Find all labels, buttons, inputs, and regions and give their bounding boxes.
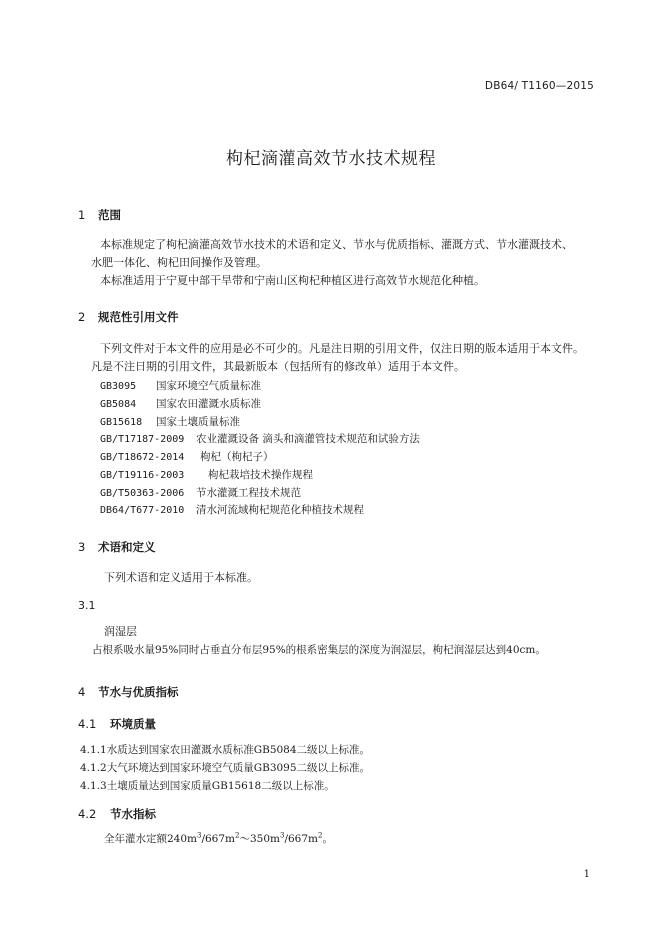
document-title: 枸杞滴灌高效节水技术规程 [226,149,436,169]
quota-text: 。 [322,833,333,845]
reference-item [100,431,420,446]
subsection-title: 节水指标 [110,807,156,821]
quota-sup: 3 [197,831,202,840]
term-definition: 占根系吸水量95%同时占垂直分布层95%的根系密集层的深度为润湿层，枸杞润湿层达到40cm。 [92,644,546,656]
reference-item [100,378,261,393]
section-number: 3 [78,540,86,554]
references-intro-line1: 下列文件对于本文件的应用是必不可少的。凡是注日期的引用文件，仅注日期的版本适用于本文件。 [100,342,584,355]
section-title: 范围 [98,208,121,222]
reference-item [100,485,301,500]
references-intro-line2: 凡是不注日期的引用文件，其最新版本（包括所有的修改单）适用于本文件。 [91,360,465,373]
reference-title: 枸杞栽培技术操作规程 [208,469,313,481]
reference-item [100,396,261,411]
reference-code: GB/T17187-2009 [100,434,185,445]
quota-text: 全年灌水定额240m [104,833,197,845]
scope-para-2: 本标准适用于宁夏中部干旱带和宁南山区枸杞种植区进行高效节水规范化种植。 [100,274,485,287]
section-number: 1 [78,208,86,222]
subsection-number: 4.2 [78,807,97,821]
reference-item [100,467,313,482]
reference-title: 农业灌溉设备 滴头和滴灌管技术规范和试验方法 [196,433,420,445]
subsection-title: 环境质量 [110,717,156,731]
reference-code: GB/T19116-2003 [100,470,185,481]
reference-title: 国家农田灌溉水质标准 [156,398,261,410]
reference-item [100,502,364,517]
page-number: 1 [583,869,590,880]
section-number: 2 [78,310,86,324]
reference-title: 国家土壤质量标准 [156,416,240,428]
irrigation-quota [104,830,333,848]
reference-title: 国家环境空气质量标准 [156,380,261,392]
quota-sup: 2 [318,831,323,840]
section-title: 节水与优质指标 [98,685,179,699]
quota-text: /667m [284,833,318,845]
reference-title: 清水河流域枸杞规范化种植技术规程 [196,504,364,516]
section-title: 规范性引用文件 [98,310,179,324]
section-4-heading [78,684,179,700]
reference-code: GB/T18672-2014 [100,452,185,463]
quota-text: /667m [201,833,236,845]
term-name: 润湿层 [104,625,137,638]
quota-text: ～350m [239,833,280,845]
section-number: 4 [78,685,86,699]
scope-para-line2: 水肥一体化、枸杞田间操作及管理。 [91,256,267,269]
quota-sup: 3 [279,831,285,840]
section-3-heading [78,539,156,555]
reference-title: 节水灌溉工程技术规范 [196,487,301,499]
quota-sup: 2 [235,831,240,840]
subsection-4-2-heading [78,806,156,822]
standard-number: DB64/ T1160—2015 [484,80,594,92]
terms-intro: 下列术语和定义适用于本标准。 [104,571,258,584]
reference-code: GB3095 [100,381,137,392]
scope-para-line1: 本标准规定了枸杞滴灌高效节水技术的术语和定义、节水与优质指标、灌溉方式、节水灌溉技术、 [100,238,573,251]
reference-item [100,414,240,429]
section-2-heading [78,309,179,325]
reference-item [100,449,274,464]
clause-item: 4.1.1水质达到国家农田灌溉水质标准GB5084二级以上标准。 [80,744,371,756]
subsection-number: 4.1 [78,717,97,731]
clause-item: 4.1.3土壤质量达到国家质量GB15618二级以上标准。 [80,780,335,792]
clause-number: 3.1 [78,599,96,612]
subsection-4-1-heading [78,716,156,732]
reference-code: GB15618 [100,417,143,428]
section-1-heading [78,207,121,223]
reference-code: GB/T50363-2006 [100,488,185,499]
clause-item: 4.1.2大气环境达到国家环境空气质量GB3095二级以上标准。 [80,762,371,774]
reference-title: 枸杞（枸杞子） [200,451,274,463]
section-title: 术语和定义 [98,540,156,554]
reference-code: GB5084 [100,399,137,410]
reference-code: DB64/T677-2010 [100,505,185,516]
